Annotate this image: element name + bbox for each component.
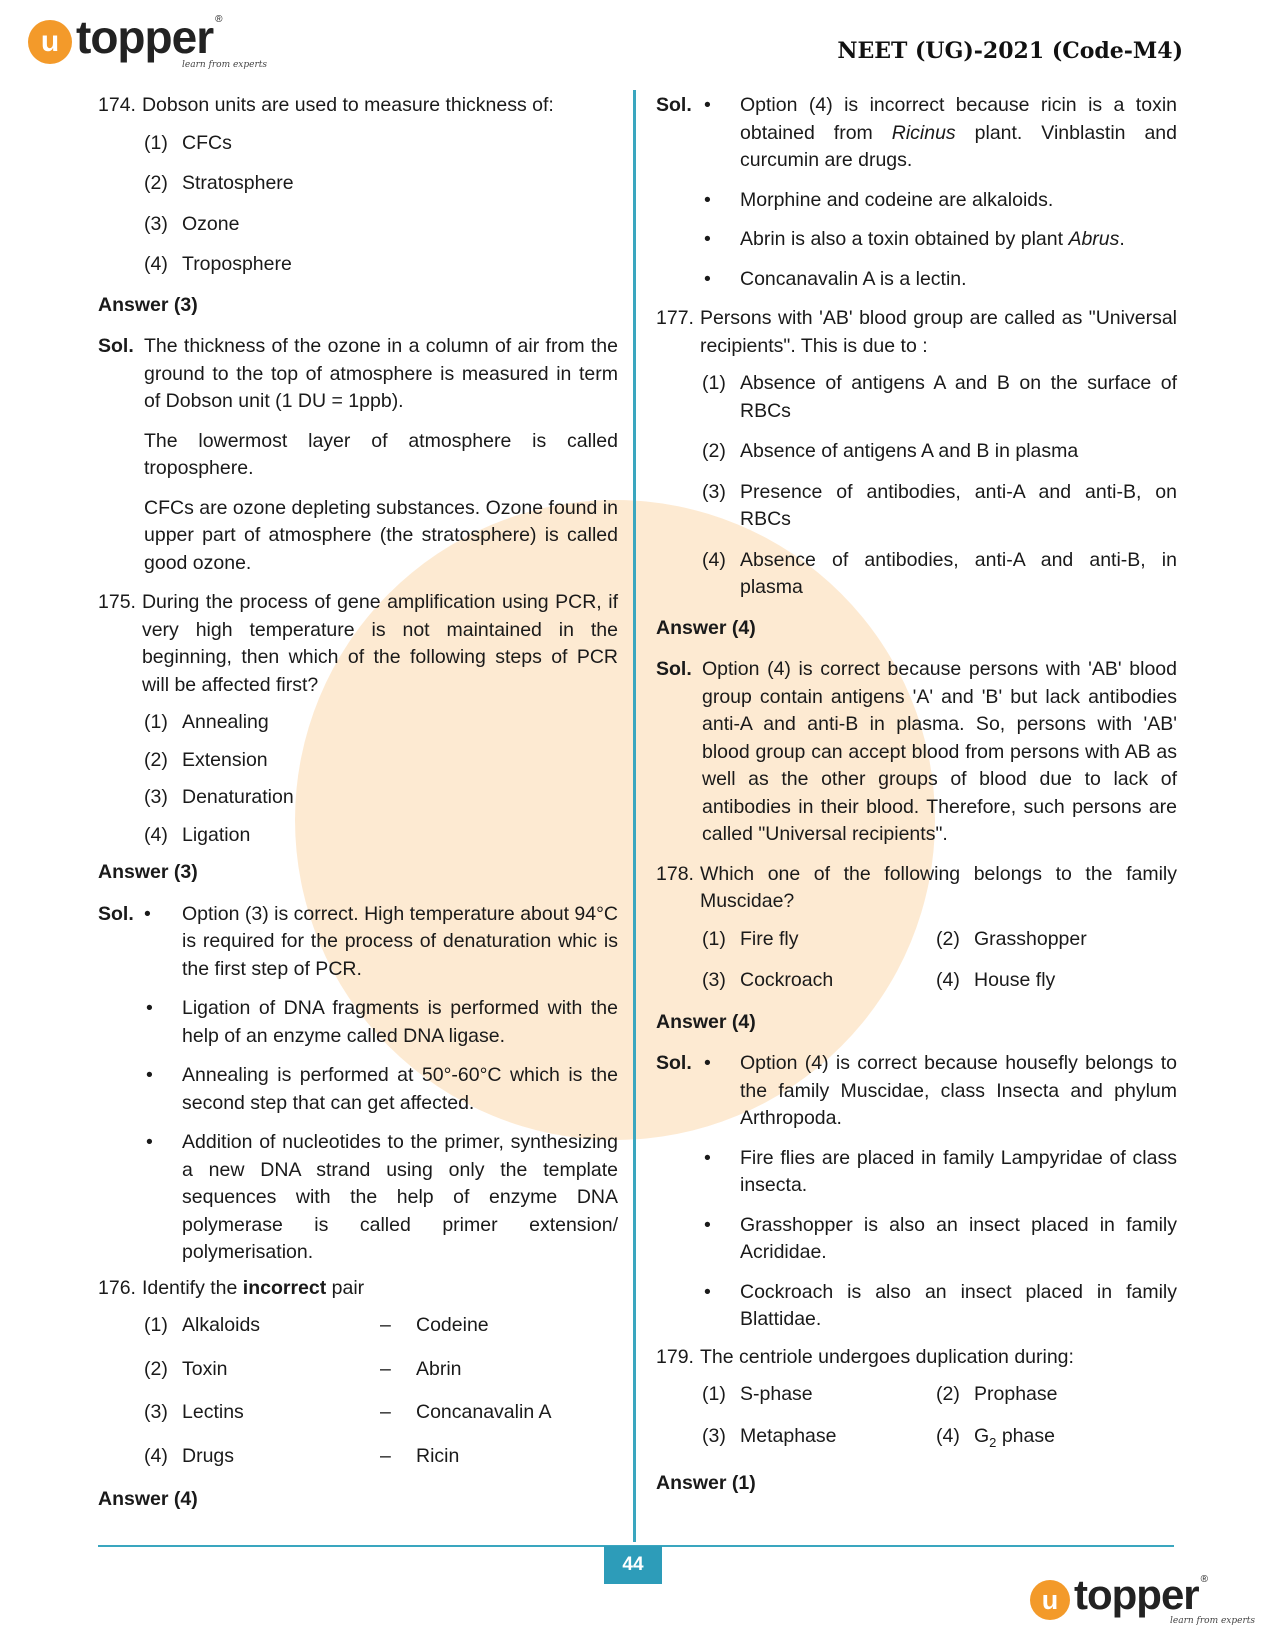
bullet-icon: • xyxy=(146,1064,153,1086)
page-number: 44 xyxy=(604,1546,662,1584)
sol-label: Sol. xyxy=(98,335,134,357)
column-divider xyxy=(633,90,636,1542)
solution-bullet: • Addition of nucleotides to the primer, synthesizing a new DNA strand using only the template sequences with the help of enzyme DNA polymerase is called primer extension/ polymerisation. xyxy=(144,1129,618,1267)
option-text: Annealing xyxy=(182,711,269,733)
bullet-icon: • xyxy=(704,188,711,211)
question-176 xyxy=(98,1275,618,1303)
option xyxy=(144,747,618,775)
pair-row: (2) Toxin – Abrin xyxy=(144,1357,462,1380)
solution-bullet: • Concanavalin A is a lectin. xyxy=(702,266,1177,294)
option-number: (1) xyxy=(144,711,168,733)
bullet-icon: • xyxy=(146,1131,153,1153)
sol-label: Sol. xyxy=(656,658,692,680)
pair-row: (1) Alkaloids – Codeine xyxy=(144,1314,489,1336)
logo-mark-icon: u xyxy=(28,20,72,64)
bullet-icon: • xyxy=(146,997,153,1019)
right-column xyxy=(656,92,1177,1511)
question-number: 178. xyxy=(656,862,694,885)
header-logo xyxy=(28,11,268,70)
pair-row: (4) Drugs – Ricin xyxy=(144,1444,460,1467)
question-175 xyxy=(98,589,618,699)
option-text: Absence of antibodies, anti-A and anti-B, in plasma xyxy=(740,548,1177,598)
option-number: (2) xyxy=(702,440,726,462)
logo-registered: ® xyxy=(215,14,223,25)
solution-paragraph: The thickness of the ozone in a column of air from the ground to the top of atmosphere is measured in term of Dobson unit (1 DU = 1ppb). xyxy=(144,335,618,412)
pair-row: (3) Lectins – Concanavalin A xyxy=(144,1401,552,1423)
solution-bullet: • Abrin is also a toxin obtained by plant Abrus. xyxy=(702,226,1177,254)
option-number: (4) xyxy=(702,548,726,571)
solution-bullet: • Ligation of DNA fragments is performed with the help of an enzyme called DNA ligase. xyxy=(144,995,618,1050)
option xyxy=(702,438,1177,466)
bullet-icon: • xyxy=(704,1052,711,1074)
solution-174 xyxy=(98,333,618,577)
option xyxy=(144,709,618,737)
answer-179: Answer (1) xyxy=(656,1471,756,1494)
logo-word: topper xyxy=(76,11,214,63)
option-text: Troposphere xyxy=(182,253,292,275)
answer-178: Answer (4) xyxy=(656,1010,756,1033)
question-text: The centriole undergoes duplication during: xyxy=(699,1345,1074,1368)
solution-paragraph: The lowermost layer of atmosphere is called troposphere. xyxy=(144,429,618,479)
bullet-icon: • xyxy=(704,228,711,250)
question-text: Dobson units are used to measure thickness of: xyxy=(141,94,554,116)
option-text: CFCs xyxy=(182,131,232,154)
option xyxy=(702,370,1177,425)
question-text: Which one of the following belongs to the family Muscidae? xyxy=(699,862,1177,912)
option-number: (3) xyxy=(144,212,168,235)
solution-bullet: • Option (4) is incorrect because ricin is a toxin obtained from Ricinus plant. Vinblastin and curcumin are drugs. xyxy=(702,92,1177,175)
option-number: (3) xyxy=(144,786,168,808)
exam-title: NEET (UG)-2021 (Code-M4) xyxy=(837,38,1183,64)
option xyxy=(144,130,618,158)
bullet-icon: • xyxy=(704,267,711,290)
option-number: (2) xyxy=(144,748,168,771)
option xyxy=(144,251,618,279)
question-179 xyxy=(656,1344,1177,1372)
option xyxy=(702,479,1177,534)
footer-logo xyxy=(1030,1571,1256,1626)
option-number: (3) xyxy=(702,480,726,503)
option-row: (3) Cockroach (4) House fly xyxy=(702,969,1056,991)
question-text: Identify the incorrect pair xyxy=(141,1276,365,1299)
question-178 xyxy=(656,861,1177,916)
option-text: Denaturation xyxy=(182,786,294,808)
question-text: Persons with 'AB' blood group are called as "Universal recipients". This is due to : xyxy=(699,307,1177,357)
solution-bullet: • Grasshopper is also an insect placed in family Acrididae. xyxy=(702,1212,1177,1267)
solution-176 xyxy=(656,92,1177,293)
sol-label: Sol. xyxy=(98,902,134,925)
solution-bullet: • Morphine and codeine are alkaloids. xyxy=(702,187,1177,215)
option-text: Ligation xyxy=(182,823,251,846)
solution-178 xyxy=(656,1050,1177,1334)
option-row: (3) Metaphase (4) $G_2$ phase xyxy=(702,1424,1055,1450)
logo-tagline: learn from experts xyxy=(1170,1616,1256,1626)
option-text: Presence of antibodies, anti-A and anti-B, on RBCs xyxy=(740,480,1177,530)
option-number: (4) xyxy=(144,253,168,275)
option-number: (1) xyxy=(144,131,168,154)
solution-175 xyxy=(98,901,618,1267)
option-number: (1) xyxy=(702,372,726,394)
logo-mark-icon: u xyxy=(1030,1580,1070,1620)
option xyxy=(144,170,618,198)
question-174 xyxy=(98,92,618,120)
logo-word: topper xyxy=(1074,1571,1199,1618)
question-text: During the process of gene amplification using PCR, if very high temperature is not maintained in the beginning, then which of the following steps of PCR will be affected first? xyxy=(141,591,618,696)
option-text: Stratosphere xyxy=(182,172,294,194)
answer-177: Answer (4) xyxy=(656,616,756,639)
bullet-icon: • xyxy=(704,1146,711,1169)
question-number: 177. xyxy=(656,307,694,329)
bullet-icon: • xyxy=(144,902,151,925)
option xyxy=(144,784,618,812)
option xyxy=(144,822,618,850)
solution-bullet: • Cockroach is also an insect placed in family Blattidae. xyxy=(702,1279,1177,1334)
logo-tagline: learn from experts xyxy=(182,60,268,70)
left-column xyxy=(98,92,618,1528)
option-text: Absence of antigens A and B in plasma xyxy=(740,440,1079,462)
question-number: 174. xyxy=(98,94,136,116)
option-text: Ozone xyxy=(182,212,240,235)
answer-175: Answer (3) xyxy=(98,861,198,883)
option-row: (1) Fire fly (2) Grasshopper xyxy=(702,927,1087,950)
option-number: (4) xyxy=(144,823,168,846)
logo-registered: ® xyxy=(1200,1574,1209,1585)
option-number: (2) xyxy=(144,172,168,194)
question-number: 175. xyxy=(98,591,136,613)
sol-label: Sol. xyxy=(656,1052,692,1074)
option xyxy=(144,211,618,239)
solution-paragraph: Option (4) is correct because persons with 'AB' blood group contain antigens 'A' and 'B' but lack antibodies anti-A and anti-B in plasma. So, persons with 'AB' blood group can accept blood from persons with AB as well as the other groups of blood due to lack of antibodies in their blood. Therefore, such persons are called "Universal recipients". xyxy=(702,658,1177,845)
solution-bullet: • Option (3) is correct. High temperature about 94°C is required for the process of denaturation whic is the first step of PCR. xyxy=(144,901,618,984)
question-number: 176. xyxy=(98,1276,136,1299)
bullet-icon: • xyxy=(704,94,711,116)
option-text: Extension xyxy=(182,748,268,771)
bullet-icon: • xyxy=(704,1280,711,1303)
sol-label: Sol. xyxy=(656,94,692,116)
option xyxy=(702,547,1177,602)
solution-bullet: • Annealing is performed at 50°-60°C which is the second step that can get affected. xyxy=(144,1062,618,1117)
option-text: Absence of antigens A and B on the surface of RBCs xyxy=(740,372,1177,422)
question-number: 179. xyxy=(656,1345,694,1368)
solution-bullet: • Option (4) is correct because housefly belongs to the family Muscidae, class Insecta and phylum Arthropoda. xyxy=(702,1050,1177,1133)
solution-paragraph: CFCs are ozone depleting substances. Ozone found in upper part of atmosphere (the stratosphere) is called good ozone. xyxy=(144,496,618,574)
solution-bullet: • Fire flies are placed in family Lampyridae of class insecta. xyxy=(702,1145,1177,1200)
option-row: (1) S-phase (2) Prophase xyxy=(702,1383,1058,1405)
bullet-icon: • xyxy=(704,1213,711,1236)
question-177 xyxy=(656,305,1177,360)
answer-174: Answer (3) xyxy=(98,293,198,316)
answer-176: Answer (4) xyxy=(98,1488,198,1510)
solution-177 xyxy=(656,656,1177,849)
